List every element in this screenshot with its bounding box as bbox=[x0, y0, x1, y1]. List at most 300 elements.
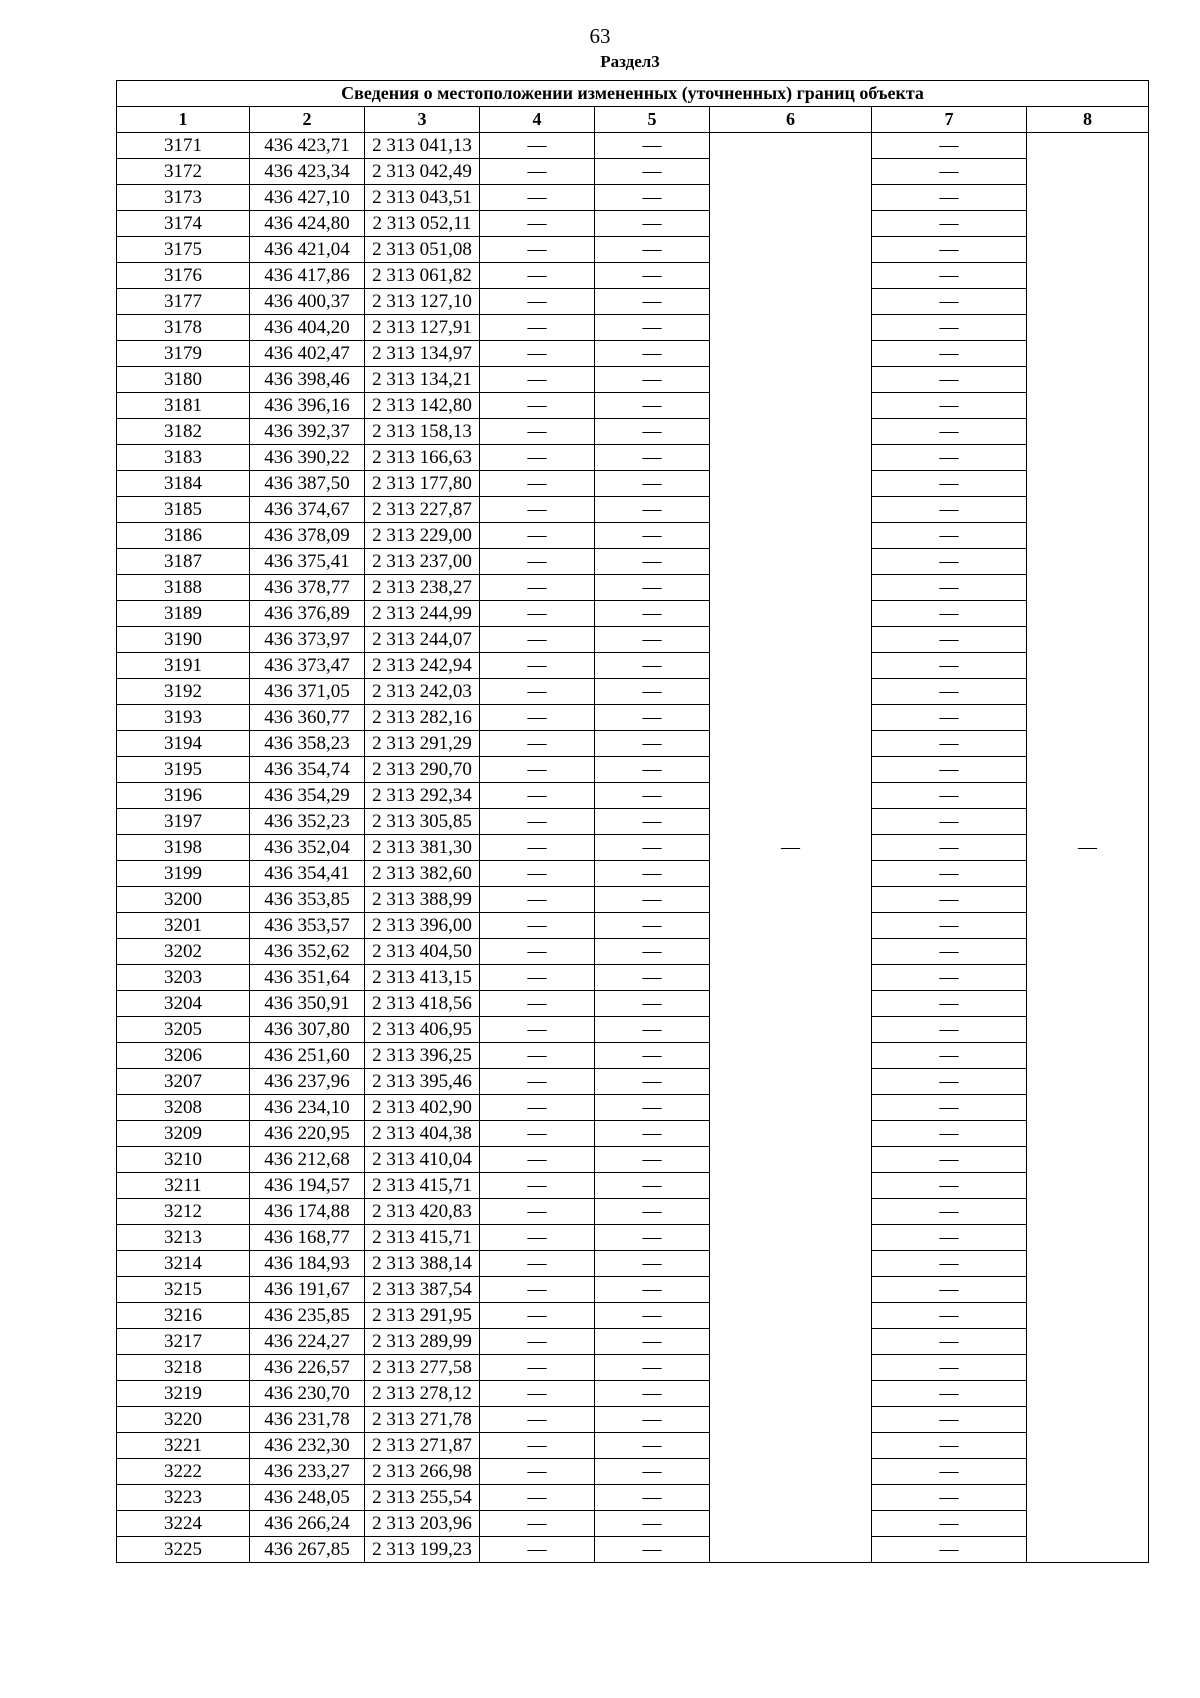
point-number-cell: 3209 bbox=[117, 1121, 250, 1147]
dash-cell: — bbox=[595, 393, 710, 419]
dash-cell: — bbox=[595, 1459, 710, 1485]
point-number-cell: 3206 bbox=[117, 1043, 250, 1069]
point-number-cell: 3198 bbox=[117, 835, 250, 861]
table-row bbox=[117, 1459, 1149, 1485]
dash-cell: — bbox=[595, 523, 710, 549]
point-number-cell: 3203 bbox=[117, 965, 250, 991]
column-header: 6 bbox=[710, 107, 872, 133]
point-number-cell: 3220 bbox=[117, 1407, 250, 1433]
table-row bbox=[117, 1095, 1149, 1121]
point-number-cell: 3183 bbox=[117, 445, 250, 471]
table-row bbox=[117, 367, 1149, 393]
dash-cell: — bbox=[595, 549, 710, 575]
dash-cell: — bbox=[595, 627, 710, 653]
dash-cell: — bbox=[872, 159, 1027, 185]
dash-cell: — bbox=[480, 1485, 595, 1511]
dash-cell: — bbox=[595, 1069, 710, 1095]
dash-cell: — bbox=[480, 887, 595, 913]
point-number-cell: 3222 bbox=[117, 1459, 250, 1485]
dash-cell: — bbox=[872, 1251, 1027, 1277]
dash-cell: — bbox=[872, 1225, 1027, 1251]
dash-cell: — bbox=[872, 575, 1027, 601]
dash-cell: — bbox=[872, 1017, 1027, 1043]
table-row bbox=[117, 237, 1149, 263]
point-number-cell: 3193 bbox=[117, 705, 250, 731]
dash-cell: — bbox=[480, 393, 595, 419]
dash-cell: — bbox=[595, 809, 710, 835]
point-number-cell: 3218 bbox=[117, 1355, 250, 1381]
x-coordinate-cell: 436 233,27 bbox=[250, 1459, 365, 1485]
dash-cell: — bbox=[480, 835, 595, 861]
x-coordinate-cell: 436 237,96 bbox=[250, 1069, 365, 1095]
x-coordinate-cell: 436 378,09 bbox=[250, 523, 365, 549]
point-number-cell: 3207 bbox=[117, 1069, 250, 1095]
table-row bbox=[117, 627, 1149, 653]
x-coordinate-cell: 436 421,04 bbox=[250, 237, 365, 263]
dash-cell: — bbox=[872, 1173, 1027, 1199]
dash-cell: — bbox=[595, 1199, 710, 1225]
table-row bbox=[117, 523, 1149, 549]
x-coordinate-cell: 436 226,57 bbox=[250, 1355, 365, 1381]
table-caption: Сведения о местоположении измененных (уточненных) границ объекта bbox=[117, 81, 1149, 107]
table-row bbox=[117, 783, 1149, 809]
point-number-cell: 3178 bbox=[117, 315, 250, 341]
dash-cell: — bbox=[872, 1121, 1027, 1147]
y-coordinate-cell: 2 313 255,54 bbox=[365, 1485, 480, 1511]
y-coordinate-cell: 2 313 052,11 bbox=[365, 211, 480, 237]
table-row bbox=[117, 575, 1149, 601]
point-number-cell: 3199 bbox=[117, 861, 250, 887]
point-number-cell: 3180 bbox=[117, 367, 250, 393]
dash-cell: — bbox=[480, 575, 595, 601]
dash-cell: — bbox=[480, 1381, 595, 1407]
table-row bbox=[117, 419, 1149, 445]
point-number-cell: 3187 bbox=[117, 549, 250, 575]
y-coordinate-cell: 2 313 158,13 bbox=[365, 419, 480, 445]
table-row bbox=[117, 211, 1149, 237]
dash-cell: — bbox=[595, 1537, 710, 1563]
column-header-row bbox=[117, 107, 1149, 133]
dash-cell: — bbox=[480, 185, 595, 211]
dash-cell: — bbox=[480, 757, 595, 783]
dash-cell: — bbox=[595, 653, 710, 679]
dash-cell: — bbox=[872, 1329, 1027, 1355]
table-row bbox=[117, 1407, 1149, 1433]
dash-cell: — bbox=[872, 1511, 1027, 1537]
y-coordinate-cell: 2 313 229,00 bbox=[365, 523, 480, 549]
x-coordinate-cell: 436 373,47 bbox=[250, 653, 365, 679]
y-coordinate-cell: 2 313 404,50 bbox=[365, 939, 480, 965]
dash-cell: — bbox=[480, 471, 595, 497]
y-coordinate-cell: 2 313 134,21 bbox=[365, 367, 480, 393]
dash-cell: — bbox=[872, 419, 1027, 445]
table-row bbox=[117, 549, 1149, 575]
y-coordinate-cell: 2 313 238,27 bbox=[365, 575, 480, 601]
x-coordinate-cell: 436 427,10 bbox=[250, 185, 365, 211]
dash-cell: — bbox=[480, 1173, 595, 1199]
dash-cell: — bbox=[595, 237, 710, 263]
column-header: 3 bbox=[365, 107, 480, 133]
table-row bbox=[117, 1017, 1149, 1043]
x-coordinate-cell: 436 230,70 bbox=[250, 1381, 365, 1407]
dash-cell: — bbox=[480, 289, 595, 315]
table-row bbox=[117, 1043, 1149, 1069]
x-coordinate-cell: 436 220,95 bbox=[250, 1121, 365, 1147]
dash-cell: — bbox=[595, 315, 710, 341]
dash-cell: — bbox=[480, 1043, 595, 1069]
point-number-cell: 3208 bbox=[117, 1095, 250, 1121]
merged-column-8: — bbox=[1027, 133, 1149, 1563]
dash-cell: — bbox=[480, 705, 595, 731]
y-coordinate-cell: 2 313 292,34 bbox=[365, 783, 480, 809]
y-coordinate-cell: 2 313 266,98 bbox=[365, 1459, 480, 1485]
point-number-cell: 3214 bbox=[117, 1251, 250, 1277]
dash-cell: — bbox=[872, 1199, 1027, 1225]
dash-cell: — bbox=[480, 679, 595, 705]
point-number-cell: 3217 bbox=[117, 1329, 250, 1355]
dash-cell: — bbox=[872, 523, 1027, 549]
table-row bbox=[117, 133, 1149, 159]
dash-cell: — bbox=[480, 159, 595, 185]
table-row bbox=[117, 185, 1149, 211]
point-number-cell: 3194 bbox=[117, 731, 250, 757]
y-coordinate-cell: 2 313 277,58 bbox=[365, 1355, 480, 1381]
dash-cell: — bbox=[595, 1225, 710, 1251]
dash-cell: — bbox=[872, 471, 1027, 497]
point-number-cell: 3202 bbox=[117, 939, 250, 965]
x-coordinate-cell: 436 358,23 bbox=[250, 731, 365, 757]
dash-cell: — bbox=[480, 497, 595, 523]
table-row bbox=[117, 965, 1149, 991]
point-number-cell: 3173 bbox=[117, 185, 250, 211]
x-coordinate-cell: 436 404,20 bbox=[250, 315, 365, 341]
dash-cell: — bbox=[595, 367, 710, 393]
table-row bbox=[117, 835, 1149, 861]
x-coordinate-cell: 436 307,80 bbox=[250, 1017, 365, 1043]
table-row bbox=[117, 1433, 1149, 1459]
x-coordinate-cell: 436 354,41 bbox=[250, 861, 365, 887]
x-coordinate-cell: 436 396,16 bbox=[250, 393, 365, 419]
dash-cell: — bbox=[595, 939, 710, 965]
dash-cell: — bbox=[872, 341, 1027, 367]
x-coordinate-cell: 436 424,80 bbox=[250, 211, 365, 237]
dash-cell: — bbox=[872, 237, 1027, 263]
table-row bbox=[117, 1511, 1149, 1537]
point-number-cell: 3221 bbox=[117, 1433, 250, 1459]
table-row bbox=[117, 315, 1149, 341]
y-coordinate-cell: 2 313 420,83 bbox=[365, 1199, 480, 1225]
dash-cell: — bbox=[595, 887, 710, 913]
table-row bbox=[117, 913, 1149, 939]
table-row bbox=[117, 1069, 1149, 1095]
table-body bbox=[117, 133, 1149, 1563]
dash-cell: — bbox=[872, 1381, 1027, 1407]
x-coordinate-cell: 436 354,74 bbox=[250, 757, 365, 783]
y-coordinate-cell: 2 313 388,99 bbox=[365, 887, 480, 913]
table-row bbox=[117, 939, 1149, 965]
dash-cell: — bbox=[872, 315, 1027, 341]
y-coordinate-cell: 2 313 382,60 bbox=[365, 861, 480, 887]
dash-cell: — bbox=[872, 1069, 1027, 1095]
table-row bbox=[117, 263, 1149, 289]
table-row bbox=[117, 1199, 1149, 1225]
y-coordinate-cell: 2 313 404,38 bbox=[365, 1121, 480, 1147]
dash-cell: — bbox=[480, 1459, 595, 1485]
table-row bbox=[117, 991, 1149, 1017]
dash-cell: — bbox=[480, 861, 595, 887]
dash-cell: — bbox=[595, 1329, 710, 1355]
y-coordinate-cell: 2 313 381,30 bbox=[365, 835, 480, 861]
dash-cell: — bbox=[480, 1537, 595, 1563]
dash-cell: — bbox=[480, 1069, 595, 1095]
dash-cell: — bbox=[480, 1329, 595, 1355]
point-number-cell: 3204 bbox=[117, 991, 250, 1017]
x-coordinate-cell: 436 374,67 bbox=[250, 497, 365, 523]
dash-cell: — bbox=[595, 1277, 710, 1303]
dash-cell: — bbox=[480, 1303, 595, 1329]
point-number-cell: 3171 bbox=[117, 133, 250, 159]
dash-cell: — bbox=[595, 497, 710, 523]
x-coordinate-cell: 436 352,62 bbox=[250, 939, 365, 965]
dash-cell: — bbox=[480, 367, 595, 393]
x-coordinate-cell: 436 400,37 bbox=[250, 289, 365, 315]
dash-cell: — bbox=[480, 445, 595, 471]
table-row bbox=[117, 393, 1149, 419]
table-row bbox=[117, 887, 1149, 913]
dash-cell: — bbox=[480, 1017, 595, 1043]
y-coordinate-cell: 2 313 396,00 bbox=[365, 913, 480, 939]
point-number-cell: 3184 bbox=[117, 471, 250, 497]
x-coordinate-cell: 436 266,24 bbox=[250, 1511, 365, 1537]
dash-cell: — bbox=[595, 757, 710, 783]
table-row bbox=[117, 705, 1149, 731]
table-row bbox=[117, 601, 1149, 627]
dash-cell: — bbox=[872, 965, 1027, 991]
point-number-cell: 3195 bbox=[117, 757, 250, 783]
dash-cell: — bbox=[480, 809, 595, 835]
dash-cell: — bbox=[480, 1277, 595, 1303]
x-coordinate-cell: 436 375,41 bbox=[250, 549, 365, 575]
y-coordinate-cell: 2 313 415,71 bbox=[365, 1225, 480, 1251]
y-coordinate-cell: 2 313 134,97 bbox=[365, 341, 480, 367]
x-coordinate-cell: 436 390,22 bbox=[250, 445, 365, 471]
dash-cell: — bbox=[595, 705, 710, 731]
dash-cell: — bbox=[480, 523, 595, 549]
dash-cell: — bbox=[872, 1147, 1027, 1173]
x-coordinate-cell: 436 387,50 bbox=[250, 471, 365, 497]
table-row bbox=[117, 445, 1149, 471]
x-coordinate-cell: 436 234,10 bbox=[250, 1095, 365, 1121]
dash-cell: — bbox=[480, 783, 595, 809]
dash-cell: — bbox=[872, 263, 1027, 289]
dash-cell: — bbox=[595, 263, 710, 289]
x-coordinate-cell: 436 423,34 bbox=[250, 159, 365, 185]
point-number-cell: 3210 bbox=[117, 1147, 250, 1173]
point-number-cell: 3188 bbox=[117, 575, 250, 601]
table-row bbox=[117, 1303, 1149, 1329]
dash-cell: — bbox=[480, 1199, 595, 1225]
table-row bbox=[117, 653, 1149, 679]
dash-cell: — bbox=[595, 471, 710, 497]
y-coordinate-cell: 2 313 418,56 bbox=[365, 991, 480, 1017]
x-coordinate-cell: 436 392,37 bbox=[250, 419, 365, 445]
dash-cell: — bbox=[595, 1017, 710, 1043]
y-coordinate-cell: 2 313 237,00 bbox=[365, 549, 480, 575]
x-coordinate-cell: 436 376,89 bbox=[250, 601, 365, 627]
point-number-cell: 3212 bbox=[117, 1199, 250, 1225]
table-row bbox=[117, 757, 1149, 783]
dash-cell: — bbox=[872, 393, 1027, 419]
table-row bbox=[117, 1381, 1149, 1407]
point-number-cell: 3182 bbox=[117, 419, 250, 445]
point-number-cell: 3189 bbox=[117, 601, 250, 627]
dash-cell: — bbox=[872, 1485, 1027, 1511]
y-coordinate-cell: 2 313 199,23 bbox=[365, 1537, 480, 1563]
x-coordinate-cell: 436 251,60 bbox=[250, 1043, 365, 1069]
dash-cell: — bbox=[480, 1407, 595, 1433]
dash-cell: — bbox=[872, 1433, 1027, 1459]
dash-cell: — bbox=[872, 679, 1027, 705]
dash-cell: — bbox=[872, 133, 1027, 159]
y-coordinate-cell: 2 313 271,87 bbox=[365, 1433, 480, 1459]
point-number-cell: 3223 bbox=[117, 1485, 250, 1511]
dash-cell: — bbox=[595, 1173, 710, 1199]
point-number-cell: 3177 bbox=[117, 289, 250, 315]
y-coordinate-cell: 2 313 406,95 bbox=[365, 1017, 480, 1043]
point-number-cell: 3205 bbox=[117, 1017, 250, 1043]
dash-cell: — bbox=[872, 835, 1027, 861]
point-number-cell: 3224 bbox=[117, 1511, 250, 1537]
y-coordinate-cell: 2 313 227,87 bbox=[365, 497, 480, 523]
dash-cell: — bbox=[595, 1511, 710, 1537]
dash-cell: — bbox=[595, 133, 710, 159]
dash-cell: — bbox=[872, 445, 1027, 471]
dash-cell: — bbox=[872, 913, 1027, 939]
dash-cell: — bbox=[480, 653, 595, 679]
dash-cell: — bbox=[595, 1121, 710, 1147]
x-coordinate-cell: 436 352,23 bbox=[250, 809, 365, 835]
y-coordinate-cell: 2 313 242,03 bbox=[365, 679, 480, 705]
y-coordinate-cell: 2 313 289,99 bbox=[365, 1329, 480, 1355]
dash-cell: — bbox=[872, 887, 1027, 913]
dash-cell: — bbox=[595, 419, 710, 445]
point-number-cell: 3185 bbox=[117, 497, 250, 523]
dash-cell: — bbox=[595, 861, 710, 887]
y-coordinate-cell: 2 313 041,13 bbox=[365, 133, 480, 159]
y-coordinate-cell: 2 313 142,80 bbox=[365, 393, 480, 419]
dash-cell: — bbox=[595, 575, 710, 601]
table-row bbox=[117, 679, 1149, 705]
merged-column-6: — bbox=[710, 133, 872, 1563]
x-coordinate-cell: 436 378,77 bbox=[250, 575, 365, 601]
dash-cell: — bbox=[595, 1381, 710, 1407]
dash-cell: — bbox=[872, 289, 1027, 315]
table-row bbox=[117, 159, 1149, 185]
point-number-cell: 3201 bbox=[117, 913, 250, 939]
table-row bbox=[117, 1147, 1149, 1173]
table-row bbox=[117, 1277, 1149, 1303]
dash-cell: — bbox=[872, 705, 1027, 731]
point-number-cell: 3200 bbox=[117, 887, 250, 913]
dash-cell: — bbox=[872, 1459, 1027, 1485]
dash-cell: — bbox=[595, 159, 710, 185]
point-number-cell: 3196 bbox=[117, 783, 250, 809]
dash-cell: — bbox=[595, 913, 710, 939]
y-coordinate-cell: 2 313 415,71 bbox=[365, 1173, 480, 1199]
y-coordinate-cell: 2 313 061,82 bbox=[365, 263, 480, 289]
table-row bbox=[117, 1251, 1149, 1277]
x-coordinate-cell: 436 350,91 bbox=[250, 991, 365, 1017]
dash-cell: — bbox=[595, 1251, 710, 1277]
section-title: Раздел3 bbox=[600, 52, 660, 71]
dash-cell: — bbox=[872, 991, 1027, 1017]
point-number-cell: 3191 bbox=[117, 653, 250, 679]
x-coordinate-cell: 436 360,77 bbox=[250, 705, 365, 731]
y-coordinate-cell: 2 313 291,95 bbox=[365, 1303, 480, 1329]
y-coordinate-cell: 2 313 127,10 bbox=[365, 289, 480, 315]
point-number-cell: 3211 bbox=[117, 1173, 250, 1199]
dash-cell: — bbox=[595, 991, 710, 1017]
dash-cell: — bbox=[872, 1095, 1027, 1121]
table-row bbox=[117, 809, 1149, 835]
table-row bbox=[117, 471, 1149, 497]
column-header: 1 bbox=[117, 107, 250, 133]
x-coordinate-cell: 436 232,30 bbox=[250, 1433, 365, 1459]
table-row bbox=[117, 1537, 1149, 1563]
dash-cell: — bbox=[480, 627, 595, 653]
boundary-coordinates-table bbox=[116, 80, 1149, 1563]
y-coordinate-cell: 2 313 244,07 bbox=[365, 627, 480, 653]
y-coordinate-cell: 2 313 127,91 bbox=[365, 315, 480, 341]
dash-cell: — bbox=[872, 367, 1027, 393]
y-coordinate-cell: 2 313 388,14 bbox=[365, 1251, 480, 1277]
dash-cell: — bbox=[872, 1355, 1027, 1381]
table-row bbox=[117, 1329, 1149, 1355]
page-number: 63 bbox=[589, 24, 611, 48]
dash-cell: — bbox=[595, 445, 710, 471]
y-coordinate-cell: 2 313 305,85 bbox=[365, 809, 480, 835]
dash-cell: — bbox=[480, 237, 595, 263]
point-number-cell: 3219 bbox=[117, 1381, 250, 1407]
dash-cell: — bbox=[595, 289, 710, 315]
x-coordinate-cell: 436 353,57 bbox=[250, 913, 365, 939]
dash-cell: — bbox=[595, 679, 710, 705]
y-coordinate-cell: 2 313 051,08 bbox=[365, 237, 480, 263]
dash-cell: — bbox=[480, 133, 595, 159]
dash-cell: — bbox=[872, 497, 1027, 523]
point-number-cell: 3181 bbox=[117, 393, 250, 419]
x-coordinate-cell: 436 212,68 bbox=[250, 1147, 365, 1173]
table-row bbox=[117, 861, 1149, 887]
x-coordinate-cell: 436 174,88 bbox=[250, 1199, 365, 1225]
y-coordinate-cell: 2 313 402,90 bbox=[365, 1095, 480, 1121]
point-number-cell: 3225 bbox=[117, 1537, 250, 1563]
point-number-cell: 3186 bbox=[117, 523, 250, 549]
x-coordinate-cell: 436 373,97 bbox=[250, 627, 365, 653]
column-header: 2 bbox=[250, 107, 365, 133]
y-coordinate-cell: 2 313 166,63 bbox=[365, 445, 480, 471]
dash-cell: — bbox=[480, 1511, 595, 1537]
y-coordinate-cell: 2 313 413,15 bbox=[365, 965, 480, 991]
dash-cell: — bbox=[595, 601, 710, 627]
x-coordinate-cell: 436 194,57 bbox=[250, 1173, 365, 1199]
y-coordinate-cell: 2 313 242,94 bbox=[365, 653, 480, 679]
dash-cell: — bbox=[872, 601, 1027, 627]
x-coordinate-cell: 436 267,85 bbox=[250, 1537, 365, 1563]
point-number-cell: 3190 bbox=[117, 627, 250, 653]
x-coordinate-cell: 436 184,93 bbox=[250, 1251, 365, 1277]
dash-cell: — bbox=[872, 757, 1027, 783]
